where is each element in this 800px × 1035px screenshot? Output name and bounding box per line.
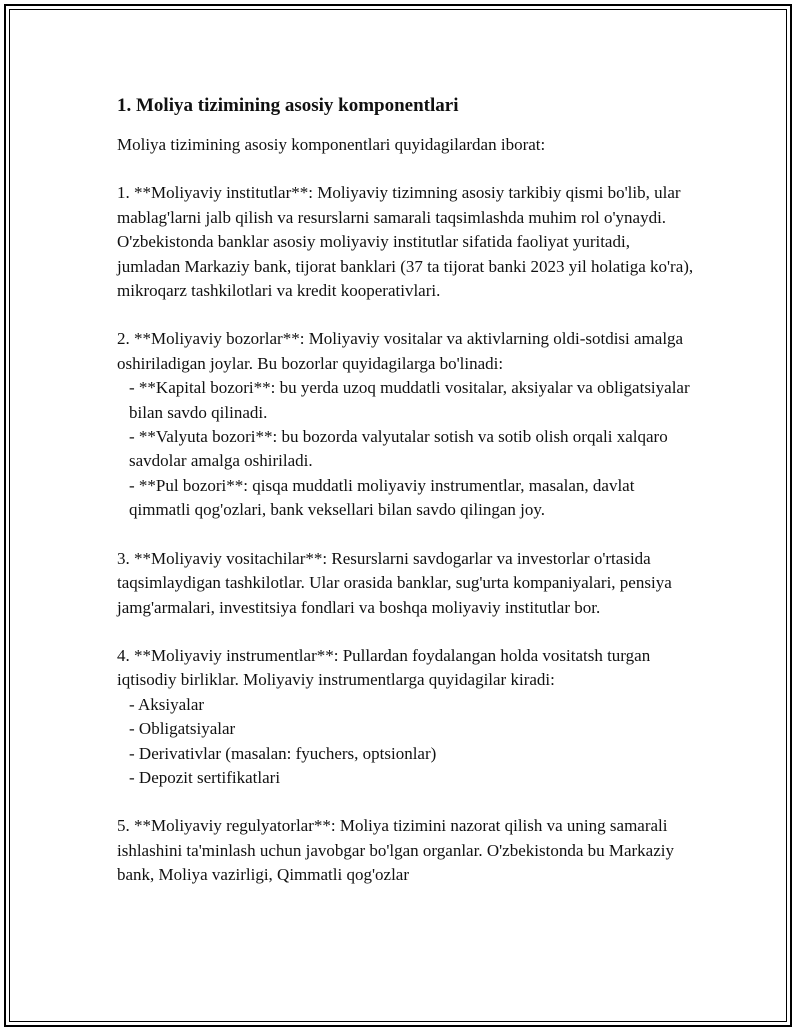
list-item-markets (117, 327, 697, 522)
sub-item-money-market: - **Pul bozori**: qisqa muddatli moliyaviy instrumentlar, masalan, davlat qimmatli qog'ozlari, bank veksellari bilan savdo qilingan joy. (129, 475, 635, 520)
sub-item-bonds: - Obligatsiyalar (129, 719, 236, 739)
list-item-intermediaries (117, 547, 697, 620)
document-body (117, 94, 697, 912)
list-item-instruments (117, 644, 697, 790)
sub-item-stocks: - Aksiyalar (129, 694, 205, 714)
item-text: 1. **Moliyaviy institutlar**: Moliyaviy tizimning asosiy tarkibiy qismi bo'lib, ular mablag'larni jalb qilish va resurslarni samarali taqsimlashda muhim rol o'ynaydi. O'zbekistonda banklar asosiy moliyaviy institutlar sifatida faoliyat yuritadi, jumladan Markaziy bank, tijorat banklari (37 ta tijorat banki 2023 yil holatiga ko'ra), mikroqarz tashkilotlari va kredit kooperativlari. (117, 183, 694, 301)
item-text: 2. **Moliyaviy bozorlar**: Moliyaviy vositalar va aktivlarning oldi-sotdisi amalga oshiriladigan joylar. Bu bozorlar quyidagilarga bo'linadi: (117, 329, 684, 373)
list-item-institutions (117, 181, 697, 303)
sub-item-derivatives: - Derivativlar (masalan: fyuchers, optsionlar) (129, 743, 437, 763)
sub-item-deposit-certificates: - Depozit sertifikatlari (129, 767, 281, 787)
intro-paragraph: Moliya tizimining asosiy komponentlari quyidagilardan iborat: (117, 135, 546, 154)
list-item-regulators (117, 814, 697, 887)
item-text: 5. **Moliyaviy regulyatorlar**: Moliya tizimini nazorat qilish va uning samarali ishlashini ta'minlash uchun javobgar bo'lgan organlar. O'zbekistonda bu Markaziy bank, Moliya vazirligi, Qimmatli qog'ozlar (117, 816, 674, 885)
item-text: 4. **Moliyaviy instrumentlar**: Pullardan foydalangan holda vositatsh turgan iqtisodiy birliklar. Moliyaviy instrumentlarga quyidagilar kiradi: (117, 645, 651, 690)
section-title: 1. Moliya tizimining asosiy komponentlari (117, 95, 459, 116)
sub-item-capital-market: - **Kapital bozori**: bu yerda uzoq muddatli vositalar, aksiyalar va obligatsiyalar bilan savdo qilinadi. (129, 378, 690, 422)
sub-item-currency-market: - **Valyuta bozori**: bu bozorda valyutalar sotish va sotib olish orqali xalqaro savdolar amalga oshiriladi. (129, 427, 668, 471)
item-text: 3. **Moliyaviy vositachilar**: Resurslarni savdogarlar va investorlar o'rtasida taqsimlaydigan tashkilotlar. Ular orasida banklar, sug'urta kompaniyalari, pensiya jamg'armalari, investitsiya fondlari va boshqa moliyaviy institutlar bor. (117, 548, 672, 617)
